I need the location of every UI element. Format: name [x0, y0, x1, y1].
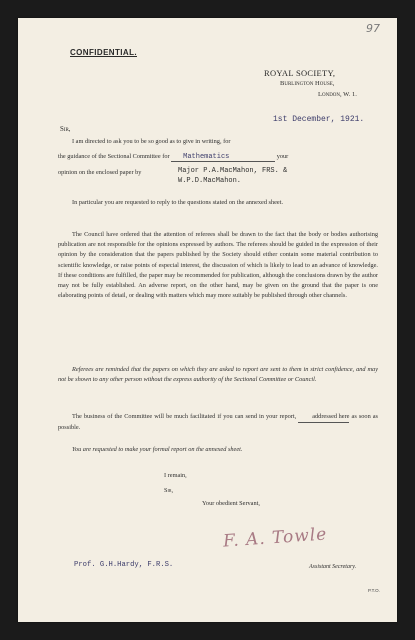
business-text-pre: The business of the Committee will be much facilitated if you can send in your report, — [72, 413, 297, 420]
reminder-paragraph: Referees are reminded that the papers on which they are asked to report are sent to them in strict confidence, and may not be shown to any other person without the express authority of the Sectional Committee or Council. — [58, 366, 378, 384]
closing-sir: Sir, — [164, 487, 174, 494]
confidential-heading: CONFIDENTIAL. — [70, 48, 137, 57]
letter-page — [18, 18, 397, 622]
org-name: ROYAL SOCIETY, — [264, 68, 336, 78]
intro-line-3: opinion on the enclosed paper by — [58, 169, 142, 176]
intro-line-1: I am directed to ask you to be so good as to give in writing, for — [72, 138, 231, 145]
letter-date: 1st December, 1921. — [273, 115, 365, 124]
business-paragraph — [58, 412, 378, 433]
intro-line-2 — [58, 153, 288, 162]
address-line-2: London, W. 1. — [318, 91, 357, 98]
folio-number: 97 — [366, 22, 380, 35]
business-text-post: as soon as possible. — [58, 413, 378, 432]
closing-remain: I remain, — [164, 472, 187, 479]
formal-report-note: You are requested to make your formal report on the annexed sheet. — [72, 446, 243, 453]
address-line-1: Burlington House, — [280, 80, 335, 87]
pto-mark: P.T.O. — [368, 588, 380, 593]
signer-title: Assistant Secretary. — [309, 564, 357, 570]
authors-line-1: Major P.A.MacMahon, FRS. & — [178, 167, 288, 175]
committee-field: Mathematics — [171, 153, 275, 162]
closing-servant: Your obedient Servant, — [202, 500, 260, 507]
authors-line-2: W.P.D.MacMahon. — [178, 177, 242, 185]
request-paragraph: In particular you are requested to reply to the questions stated on the annexed sheet. — [72, 199, 284, 206]
intro-line-2-post: your — [276, 153, 289, 160]
addressed-here-underlined: addressed here — [298, 412, 349, 423]
recipient-name: Prof. G.H.Hardy, F.R.S. — [74, 561, 174, 569]
handwritten-signature: F. A. Towle — [222, 524, 328, 552]
council-paragraph: The Council have ordered that the attention of referees shall be drawn to the fact that the body or bodies authorising publication are not responsible for the opinions expressed by authors. The referees should be guided in the expression of their opinion by the consideration that the papers published by the Society should either contain some material contribution to scientific knowledge, or raise points of especial interest, the discussion of which is likely to lead to an advance of knowledge. If these conditions are fulfilled, the paper may be recommended for publication, although the conclusions drawn by the author may not be fully established. An adverse report, on the other hand, may be given on the ground that the paper is one elaborating points of detail, or dealing with matters which may more suitably be published through other channels. — [58, 231, 378, 300]
intro-line-2-pre: the guidance of the Sectional Committee for — [58, 153, 170, 160]
salutation: Sir, — [60, 126, 71, 133]
